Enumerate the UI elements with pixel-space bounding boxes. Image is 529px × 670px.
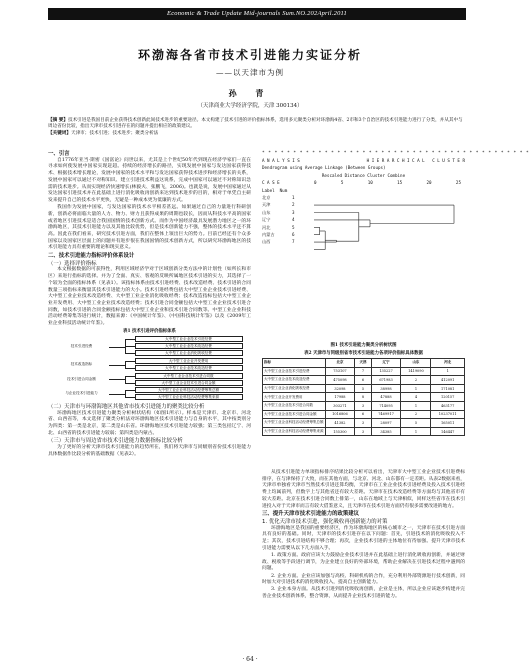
table-cell: 6: [355, 410, 371, 419]
table-cell: 3: [355, 427, 371, 436]
dendrogram-scale-line: Rescaled Distance Cluster Combine: [321, 172, 406, 178]
connector-line: [125, 339, 135, 340]
keywords-text: 天津市；技术引进；技术进步；聚类分析法: [70, 130, 159, 136]
axis-tick-label: 5: [340, 180, 344, 186]
table-row: [263, 401, 465, 410]
figure1-caption: 图1 技术引进能力聚类分析树状图: [330, 343, 397, 348]
case-number: 6: [292, 232, 295, 238]
paragraph: 为了更好的分析天津市技术引进能力的趋势所在，我们将天津市与同级别省份技术引进能力具体数据作比较分析的基础数据（见表2）。: [48, 445, 251, 457]
paragraph: 1. 政策方面。政府应该大力鼓励企业技术引进并在此基础上进行消化吸收再创新，并通过财政、税收等手段进行调节，为企业建立良好的外部环境，帮助企业解决在引进技术过程中遇到的问题。: [262, 552, 465, 572]
indicator-item: 大中型工业企业技术改造经费: [135, 365, 243, 371]
subsection-heading: （三）天津市与周边省市技术引进能力数据指标比较分析: [48, 438, 183, 445]
table-row: [263, 367, 465, 376]
connector-line: [125, 390, 135, 391]
case-name: 辽宁: [262, 217, 271, 223]
table-cell: 1: [431, 367, 465, 376]
axis-tick-label: 0: [314, 180, 317, 186]
indicator-item: 大中型工业企业技术引进合同金额: [135, 380, 243, 386]
table-cell: 463177: [431, 401, 465, 410]
subsection-heading: （二）天津市与环渤海地区其他省市技术引进能力的聚类比较分析: [48, 403, 205, 410]
table-cell: 155300: [325, 427, 355, 436]
table-cell: 大中型工业企业消化吸收经费: [263, 384, 326, 393]
paragraph: 我国作为发展中国家，与发达国家的技术水平相差甚远。如果通过自己的力量进行科研创新，创新必将面临大量的人力、物力、财力且获得成果的周期也较长，因而从科技水平高的国家或者地区引进技术是适合我国国情的技术创新方式。而作为中国经济最具发展潜力地区之一的环渤海地区，其技术引进能力以及其他比较优势，但是技术创新能力不强，整体的技术水平还不算高。因此在我们看来，研究技术引进方面，我们在整体上领出巨大的势力。目前已经还有个众多国家以及国家区层面上的问题并有进步很在我国国情的技术创新方式，所以研究环渤海地区的技术引进能力具有重要的理论和现实意义。: [48, 205, 251, 251]
indicator-item: 大中型工业企业技术引进经费: [135, 336, 243, 342]
table-cell: 4: [401, 393, 431, 402]
connector-line: [125, 376, 135, 377]
journal-header: Economic & Trade Update Mid-journals Sum.NO.202April.2011: [167, 10, 347, 17]
paragraph: 从技术引进能力单项指标排序结果比较分析可以看出，天津市大中型工业企业技术引进费标排序，在与津保持了大致，而在其他方面，与北京、河北、山东都有一定差距。从表2数据来看，天津市单独看天津市当然技术引进还算均衡，天津市在工业企业技术引进经费及投入技术引进经费上均属前列，但数字上与其他省还有较大差距。天津市在技术改造经费等方面均与其他省市有较大差距。北京在技术引进合同数上排第一，山东在地域上与天津相似，同样这些省市在技术引进投入对于天津市而言有较大借鉴意义，且天津市在技术引进方面仍有很多需要改进的地方。: [262, 470, 465, 509]
connector-line: [125, 361, 135, 362]
table-row: [263, 410, 465, 419]
dendrogram-header-left: A N A L Y S I S: [262, 158, 300, 163]
connector-line: [125, 339, 126, 353]
paragraph: 本文根据数据的可获得性，利用区域经济学对于区域创新分类方法中的计划性（如所长和市区）来进行指标的选择。并为了全面、真实、客观的反映所属地区技术引进的实力，其选择了一个较为全面的指标体系（见表1）。该指标体系由技术引进经费、技术改造经费、技术引进的合同数量三项指标来衡量其技术引进能力的大小。技术引进经费包括大中型工业企业技术引进经费、大中型工业企业技术改造经费、大中型工业企业消化吸收经费；技术改造指标包括大中型工业企业开发费用、大中型工业企业技术改造经费；技术引进合同金额包括大中型工业企业技术引进合同数，如技术引进的合同金额指标包括大中型工业企业和技术引进合同数等。中型工业企业科技活动经费筹集等进行统计，数据来源：《中国统计年鉴》、《中国科技统计年鉴》以及《2009年工业企业科技活动统计年鉴》。: [48, 267, 251, 327]
table-cell: 412091: [431, 376, 465, 385]
abstract-block: [48, 118, 464, 137]
case-name: 河北: [262, 224, 271, 230]
table-header-cell: 河北: [431, 359, 465, 368]
table-header-cell: 指标: [263, 359, 326, 368]
table-cell: 大中型工业企业开发费用: [263, 393, 326, 402]
axis-tick-label: 10: [367, 180, 373, 186]
table-row: [263, 384, 465, 393]
table-cell: 38998: [371, 384, 401, 393]
case-number: 3: [292, 209, 295, 215]
connector-line: [125, 390, 126, 397]
paragraph: 2. 企业方面。企业应该加强与高校、科研机构的合作，充分利用外部资源进行技术创新，同时加大对引进技术的消化吸收投入，提高自主创新能力。: [262, 573, 465, 586]
table-row: [263, 393, 465, 402]
dendrogram-lines: [262, 150, 529, 352]
section-heading-policy: 三、提升天津市技术引进能力的政策建议: [262, 511, 360, 518]
table-cell: 34385: [371, 427, 401, 436]
abstract-text: 技术引进是我国目前企业获得技术创新此间技术进步的重要途径。本文构建了技术引进的评价指标体系，选用多元聚类分析对环渤海4省、2市和3个自治区的技术引进能力进行了分类，并从其中与周边省份比较，指出天津市技术引进存在的问题并提出相应的政策建议。: [48, 118, 463, 130]
table-cell: 8: [355, 393, 371, 402]
abstract-label: 【摘 要】: [48, 118, 68, 123]
comparison-table: [262, 358, 465, 436]
connector-line: [125, 397, 135, 398]
table-cell: 17988: [325, 393, 355, 402]
indicator-group-label: 技术引进合同金额: [67, 376, 96, 381]
table-header-row: [263, 359, 465, 368]
table-cell: 303271: [325, 401, 355, 410]
table-cell: 165011: [431, 419, 465, 428]
case-number: 5: [292, 224, 295, 230]
table-cell: 475098: [325, 376, 355, 385]
connector-line: [125, 376, 126, 383]
section-heading-intro: 一、引言: [48, 151, 70, 157]
table-cell: 大中型工业企业技术改造经费: [263, 376, 326, 385]
table-header-cell: 天津: [355, 359, 371, 368]
table-cell: 大中型工业企业技术引进合同数: [263, 401, 326, 410]
right-column: [262, 470, 465, 601]
paper-subtitle: ——以天津市为例: [216, 68, 284, 77]
connector-line: [109, 347, 125, 348]
table-header-cell: 辽宁: [371, 359, 401, 368]
case-name: Label Num: [262, 187, 288, 193]
table-cell: 47888: [371, 393, 401, 402]
connector-line: [125, 361, 126, 368]
table-cell: 大中型工业企业科技活动经费筹集总额: [263, 419, 326, 428]
author-affiliation: （天津商业大学经济学院，天津 300134）: [197, 103, 303, 109]
table-cell: 41382: [325, 419, 355, 428]
table-cell: 135227: [371, 367, 401, 376]
table-cell: 5: [355, 384, 371, 393]
paper-title: 环渤海各省市技术引进能力实证分析: [137, 48, 362, 62]
indicator-item: 大中型工业企业技术改造经费: [135, 343, 243, 349]
table-cell: 1: [401, 427, 431, 436]
connector-line: [109, 394, 125, 395]
indicator-item: 大中型工业企业开发费用: [135, 358, 243, 364]
table-cell: 大中型工业企业技术引进合同金额: [263, 410, 326, 419]
indicator-item: 大中型工业企业技术引进合同数: [135, 373, 243, 379]
table-cell: 146447: [431, 427, 465, 436]
table-cell: 671983: [371, 376, 401, 385]
table-cell: 28097: [371, 419, 401, 428]
table-header-cell: 山东: [401, 359, 431, 368]
connector-line: [125, 353, 135, 354]
table-cell: 5: [401, 419, 431, 428]
table-cell: 1419090: [401, 367, 431, 376]
case-number: 2: [292, 202, 295, 208]
table-cell: 32098: [325, 384, 355, 393]
author-name: 孙 青: [228, 89, 272, 98]
table-cell: 大中型工业企业技术引进经费: [263, 367, 326, 376]
table-cell: 大中型工业企业科技活动经费筹集来源: [263, 427, 326, 436]
table-row: [263, 376, 465, 385]
axis-tick-label: 25: [455, 180, 461, 186]
indicator-group-label: 与企业技术引进能力: [65, 391, 98, 396]
dendrogram-figure: [262, 150, 529, 352]
paragraph: 自1776年亚当·斯密《国富论》问世以来，尤其是上个世纪50年代到现在经济学家们一直在寻求如何使发展中国家实现赶超。持续的经济增长的路径，实现发展中国家与发达国家获得技术、根据技术增长理论，发展中国家的技术水平和与发达国家获得技术进步和经济增长的关系，发展中国家可以通过不对称知识、建立引进技术利益这说系，完成中国家可以通过不对称知识急需的技术进步。从而实现经济快速增长(林毅夫、张鹏飞，2006)。也就是说，发展中国家通过从发达国家引进技术并在此基础上进行消化吸收再创新来达到技术进步的目的，相对于单凭自主研发来提升自己的技术水平更快，无疑是一种成本更为低廉的方式。: [48, 157, 251, 203]
section-heading-index: 二、技术引进能力指标评价体系设计: [48, 253, 135, 260]
axis-tick-label: 15: [397, 180, 403, 186]
dendrogram-method-line: Dendrogram using Average Linkage (Between Groups): [262, 165, 386, 171]
indicator-item: 大中型工业企业科技活动经费筹集总额: [135, 387, 243, 393]
connector-line: [109, 379, 125, 380]
connector-line: [125, 346, 135, 347]
dendrogram-star-rule: * * * * * * * * * * * * * * * * * * * * * * * * * * * * * * * * * * * * * * * * * * *: [262, 151, 529, 156]
case-name: 内蒙古: [262, 232, 275, 238]
case-name: 山东: [262, 209, 271, 215]
table-cell: 2: [401, 376, 431, 385]
table-cell: 120157: [431, 393, 465, 402]
indicator-group-label: 技术引进经费: [70, 344, 93, 349]
indicator-system-figure: [55, 336, 245, 402]
table-cell: 1016806: [325, 410, 355, 419]
table-row: [263, 427, 465, 436]
case-number: 1: [292, 195, 295, 201]
table-cell: 171081: [431, 384, 465, 393]
paragraph: 环渤海地区是我国的重要经济区，作为环渤海地区的核心城市之一，天津市在技术引进方面具有良好的基础。同时，天津市的技术引进存在以下问题：首先，引进技术的消化吸收投入不足；其次，技术引进结构不够合理；再次，企业技术引进的主体地位有待加强。提升天津市技术引进能力需要从以下几方面入手。: [262, 525, 465, 551]
table-row: [263, 419, 465, 428]
page-number: · 64 ·: [242, 656, 258, 663]
table-header-cell: 北京: [325, 359, 355, 368]
subsection-heading: 1. 优化天津市技术引进，强化吸收再创新能力的对策: [262, 518, 388, 525]
case-name: 山西: [262, 239, 271, 245]
table-cell: 6: [355, 376, 371, 385]
connector-line: [109, 365, 125, 366]
table-cell: 1: [401, 384, 431, 393]
keywords-label: 【关键词】: [48, 130, 71, 136]
table-cell: 10237011: [431, 410, 465, 419]
table-cell: 753107: [325, 367, 355, 376]
table-cell: 714095: [371, 401, 401, 410]
case-name: 北京: [262, 195, 271, 201]
dendrogram-case-label: C A S E: [262, 180, 280, 186]
table1-caption: 表1 技术引进评价指标体系: [123, 328, 176, 334]
table2-caption: 表2 天津市与同级别省市技术引进能力各项评价指标具体数据: [304, 351, 423, 356]
case-number: 7: [292, 239, 295, 245]
indicator-group-label: 技术改造指标: [70, 362, 93, 367]
case-name: 天津: [262, 202, 271, 208]
table-cell: 3: [355, 401, 371, 410]
case-number: 4: [292, 217, 295, 223]
indicator-item: 大中型工业企业消化吸收经费: [135, 350, 243, 356]
table-cell: 3: [355, 419, 371, 428]
journal-header-band: [48, 8, 466, 20]
connector-line: [125, 368, 135, 369]
table-cell: 2: [401, 410, 431, 419]
table-cell: 7469917: [371, 410, 401, 419]
subsection-heading: （一）选择评价指标: [48, 260, 97, 267]
axis-tick-label: 20: [426, 180, 432, 186]
indicator-item: 大中型工业企业科技活动经费筹集来源: [135, 394, 243, 400]
dendrogram-header-right: H I E R A R C H I C A L C L U S T E R: [366, 158, 465, 163]
left-column: [48, 150, 251, 459]
connector-line: [125, 383, 135, 384]
paragraph: 3. 企业本身方面。从技术引进到消化吸收再创新，企业是主体，所以企业应该逐步构建并完善企业技术创新体系，整合资源，从而提升企业技术引进的能力。: [262, 587, 465, 600]
table-cell: 7: [355, 367, 371, 376]
paragraph: 环渤海地区技术引进能力聚类分析树状结构（如图1所示）。样本是天津市、北京市、河北省、山西省等，本文选择了聚类分析法对环渤海地区技术引进能力与自身的水平，其中按类别分为四类：第一类是北京，第二类是山东省。环渤海地区技术引进能力较强；第三类包括辽宁、河北、山西省的技术引进能力较弱；第四类是内蒙古。: [48, 410, 251, 436]
table-cell: 1: [401, 401, 431, 410]
